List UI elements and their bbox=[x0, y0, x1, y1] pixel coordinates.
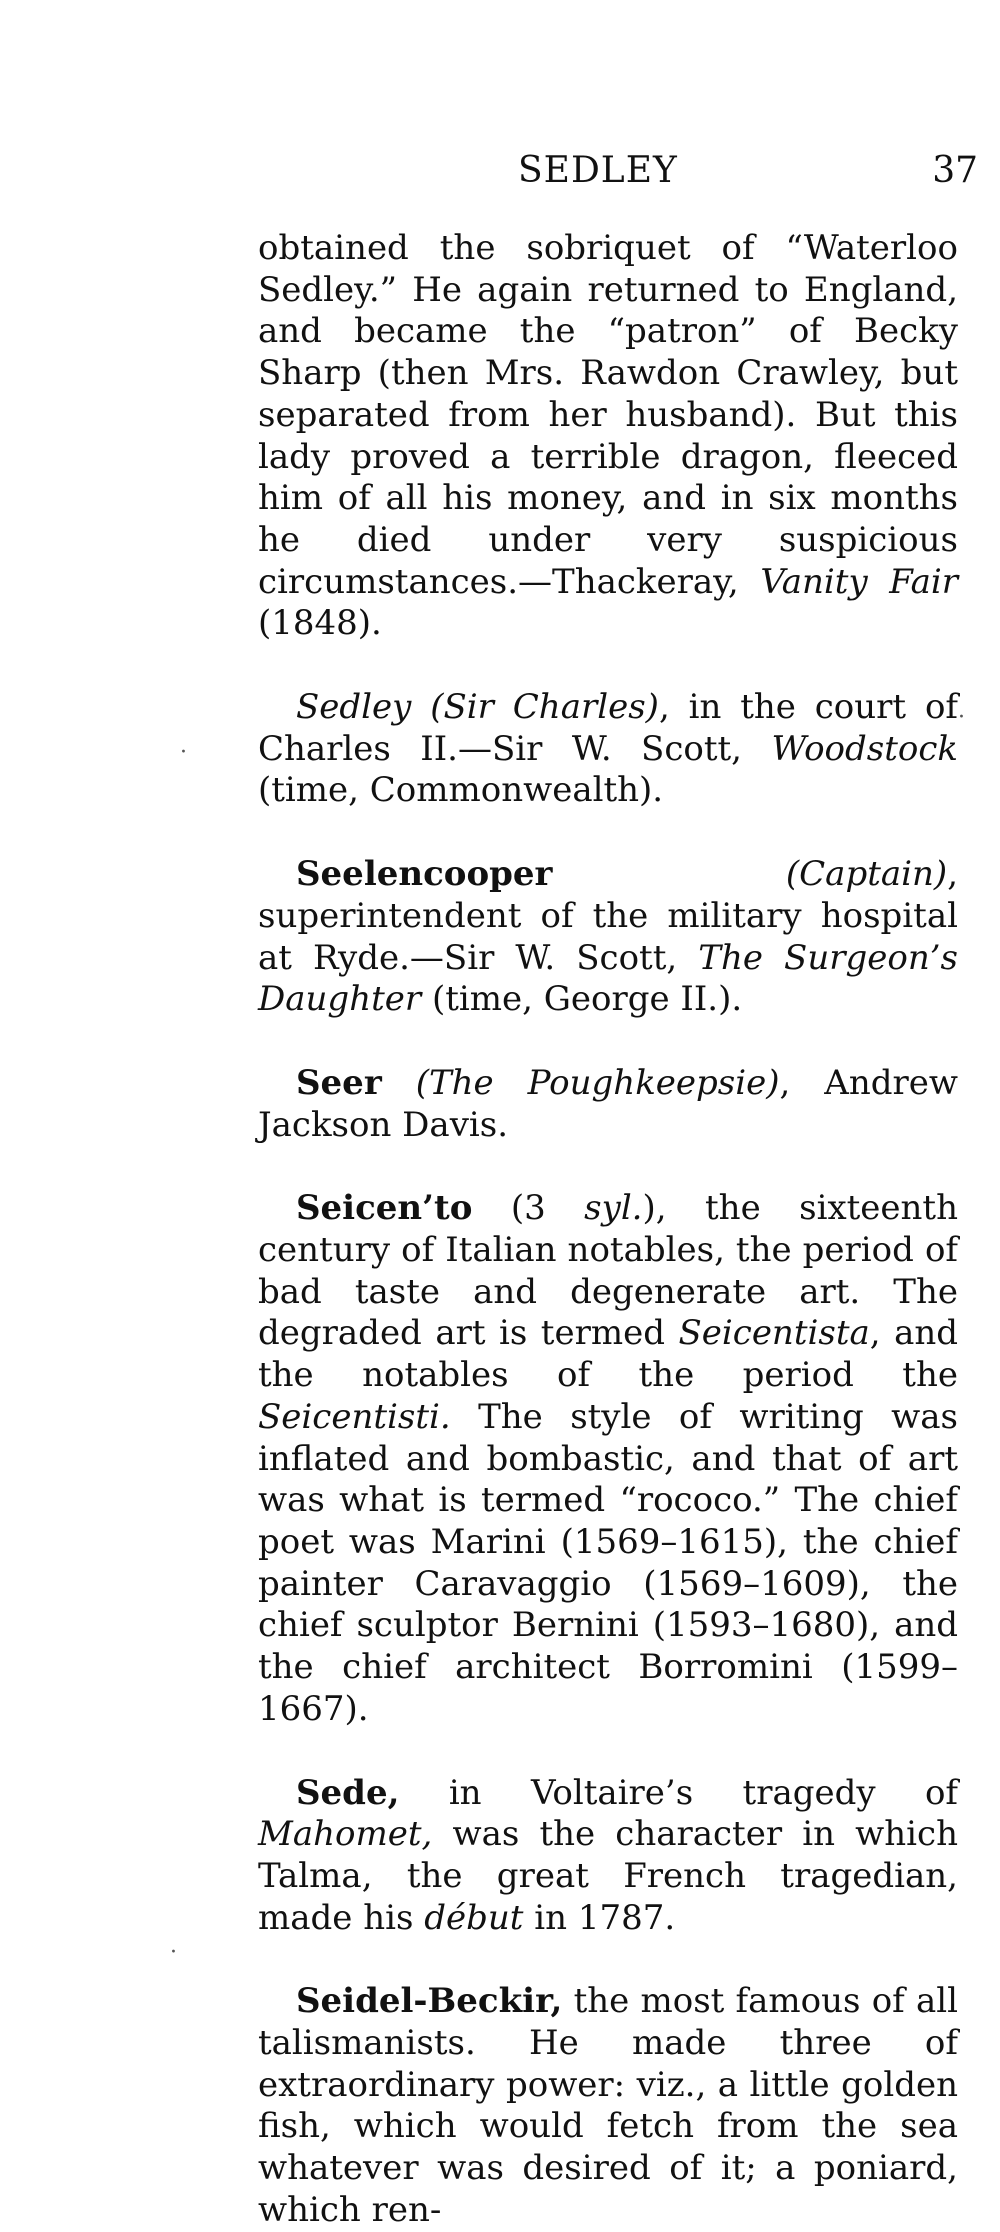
entry-headword: Sede, bbox=[296, 1772, 400, 1813]
entry-seicento: Seicen’to (3 syl.), the sixteenth century of Italian notables, the period of bad taste and degenerate art. The degraded art is termed Seicentista, and the notables of the period the Seicentisti. The style of writing was inflated and bombastic, and that of art was what is termed “rococo.” The chief poet was Marini (1569–1615), the chief painter Caravaggio (1569–1609), the chief sculptor Bernini (1593–1680), and the chief architect Borromini (1599–1667). bbox=[258, 1188, 959, 1729]
continuation-paragraph: obtained the sobriquet of “Waterloo Sedley.” He again returned to England, and became the “patron” of Becky Sharp (then Mrs. Rawdon Crawley, but separated from her husband). But this lady proved a terrible dragon, fleeced him of all his money, and in six months he died under very suspicious circumstances.—Thackeray, Vanity Fair (1848). bbox=[258, 228, 958, 644]
margin-speck: · bbox=[170, 1940, 177, 1965]
entry-term: début bbox=[424, 1897, 524, 1938]
entry-sede: Sede, in Voltaire’s tragedy of Mahomet, was the character in which Talma, the great French tragedian, made his début in 1787. bbox=[258, 1772, 958, 1938]
entry-headword: Seer bbox=[296, 1062, 382, 1103]
work-title: The Surgeon’s Daughter bbox=[258, 937, 958, 1020]
entry-seidel-beckir: Seidel-Beckir, the most famous of all talismanists. He made three of extraordinary power: viz., a little golden fish, which would fetch from the sea whatever was desired of it; a poniard, which ren- bbox=[258, 1981, 958, 2230]
entry-abbreviation: syl. bbox=[584, 1188, 643, 1229]
page-header bbox=[258, 150, 978, 200]
work-title: Woodstock bbox=[771, 728, 959, 769]
entry-headword: Seicen’to bbox=[296, 1188, 473, 1229]
entry-seer: Seer (The Poughkeepsie), Andrew Jackson Davis. bbox=[258, 1062, 958, 1145]
page-number: 37 bbox=[932, 150, 978, 191]
entry-headword: Seidel-Beckir, bbox=[296, 1981, 563, 2022]
entry-qualifier: (The Poughkeepsie) bbox=[415, 1062, 780, 1103]
entry-seelencooper: Seelencooper (Captain), superintendent of the military hospital at Ryde.—Sir W. Scott, The Surgeon’s Daughter (time, George II.). bbox=[258, 854, 958, 1020]
work-title: Mahomet, bbox=[258, 1814, 433, 1855]
entry-sedley: Sedley (Sir Charles), in the court of Charles II.—Sir W. Scott, Woodstock (time, Commonwealth). bbox=[258, 687, 959, 811]
entry-term: Seicentista bbox=[678, 1313, 870, 1354]
work-title: Vanity Fair bbox=[760, 561, 958, 602]
entry-headword: Seelencooper bbox=[296, 854, 553, 895]
margin-speck: · bbox=[958, 705, 965, 730]
margin-speck: · bbox=[180, 740, 187, 765]
entry-term: Seicentisti. bbox=[258, 1396, 451, 1437]
entry-name: Sedley bbox=[296, 687, 412, 728]
body-text bbox=[258, 228, 958, 2232]
entry-qualifier: (Captain) bbox=[785, 854, 948, 895]
entry-qualifier: (Sir Charles) bbox=[430, 687, 659, 728]
running-head: SEDLEY bbox=[518, 150, 678, 191]
